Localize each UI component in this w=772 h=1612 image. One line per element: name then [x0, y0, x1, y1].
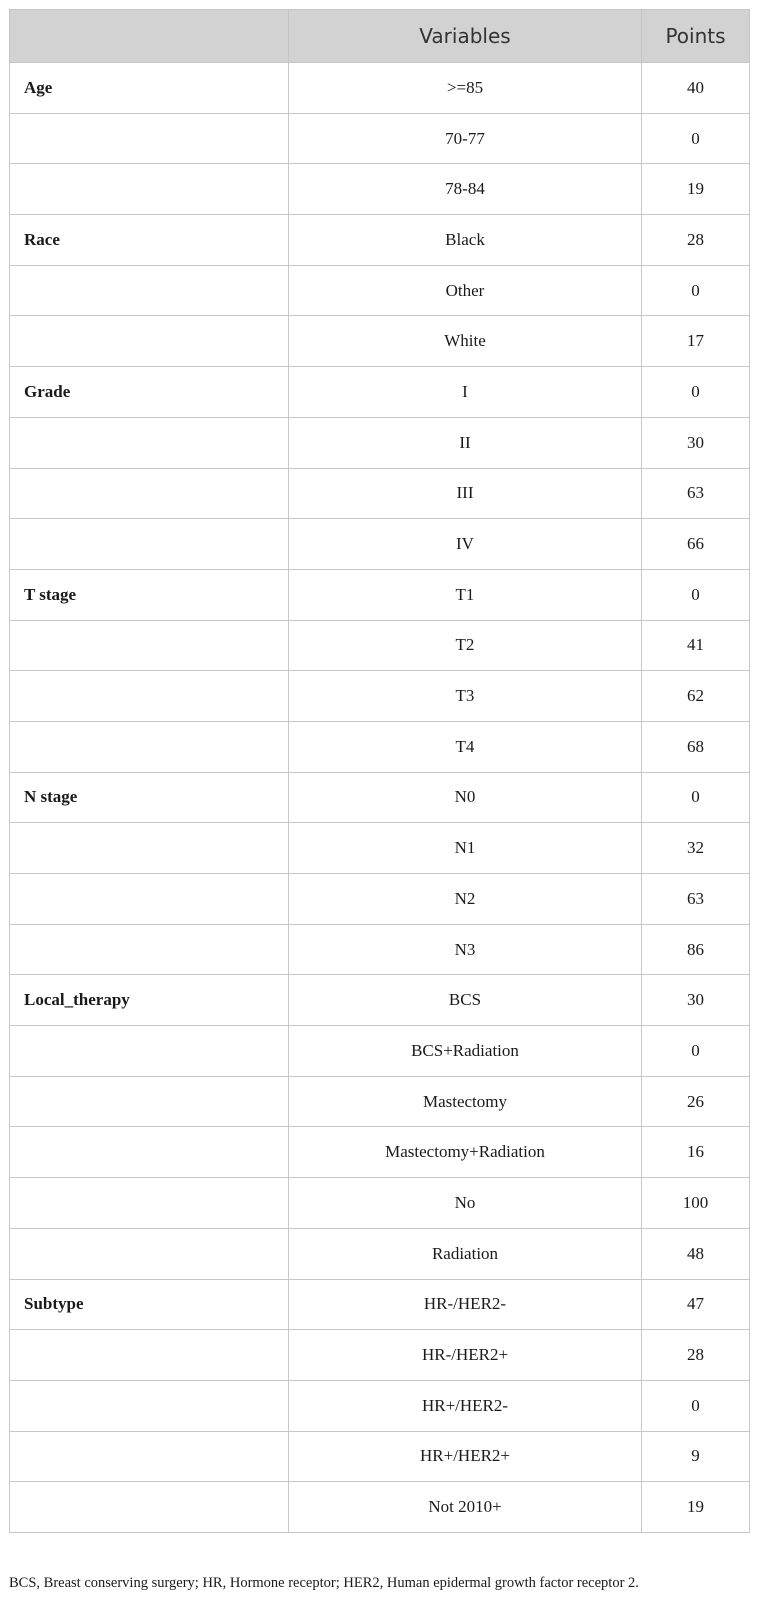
level-cell: Not 2010+ — [289, 1482, 642, 1533]
table-body — [10, 63, 750, 1533]
points-cell: 16 — [642, 1127, 750, 1178]
level-cell: Radiation — [289, 1228, 642, 1279]
variable-cell — [10, 1330, 289, 1381]
variable-cell — [10, 924, 289, 975]
level-cell: BCS+Radiation — [289, 1026, 642, 1077]
points-cell: 47 — [642, 1279, 750, 1330]
table-row — [10, 721, 750, 772]
level-cell: N0 — [289, 772, 642, 823]
table-header-row — [10, 10, 750, 63]
points-cell: 48 — [642, 1228, 750, 1279]
points-cell: 0 — [642, 1026, 750, 1077]
level-cell: Mastectomy — [289, 1076, 642, 1127]
table-row — [10, 316, 750, 367]
variable-cell: N stage — [10, 772, 289, 823]
variable-cell — [10, 1127, 289, 1178]
table-row — [10, 1482, 750, 1533]
table-row — [10, 164, 750, 215]
table-row — [10, 1178, 750, 1229]
table-row — [10, 113, 750, 164]
table-row — [10, 1380, 750, 1431]
points-cell: 0 — [642, 265, 750, 316]
points-cell: 30 — [642, 417, 750, 468]
variable-cell — [10, 265, 289, 316]
points-cell: 63 — [642, 468, 750, 519]
table-row — [10, 265, 750, 316]
variable-cell — [10, 519, 289, 570]
variable-cell — [10, 671, 289, 722]
points-cell: 0 — [642, 772, 750, 823]
points-cell: 19 — [642, 164, 750, 215]
level-cell: Mastectomy+Radiation — [289, 1127, 642, 1178]
table-row — [10, 569, 750, 620]
table-row — [10, 215, 750, 266]
variable-cell — [10, 1228, 289, 1279]
table-row — [10, 1431, 750, 1482]
level-cell: T1 — [289, 569, 642, 620]
points-cell: 62 — [642, 671, 750, 722]
points-cell: 68 — [642, 721, 750, 772]
variable-cell — [10, 1482, 289, 1533]
level-cell: N2 — [289, 874, 642, 925]
points-cell: 86 — [642, 924, 750, 975]
table-row — [10, 772, 750, 823]
level-cell: III — [289, 468, 642, 519]
variable-cell — [10, 468, 289, 519]
table-row — [10, 519, 750, 570]
variable-cell — [10, 874, 289, 925]
points-cell: 30 — [642, 975, 750, 1026]
table-row — [10, 1228, 750, 1279]
points-cell: 63 — [642, 874, 750, 925]
points-cell: 19 — [642, 1482, 750, 1533]
level-cell: 70-77 — [289, 113, 642, 164]
nomogram-points-table-container — [9, 9, 749, 1533]
table-row — [10, 367, 750, 418]
variable-cell: Grade — [10, 367, 289, 418]
table-row — [10, 1279, 750, 1330]
variable-cell: T stage — [10, 569, 289, 620]
level-cell: HR-/HER2- — [289, 1279, 642, 1330]
variable-cell: Local_therapy — [10, 975, 289, 1026]
level-cell: HR+/HER2+ — [289, 1431, 642, 1482]
table-row — [10, 63, 750, 114]
variable-cell — [10, 1380, 289, 1431]
level-cell: >=85 — [289, 63, 642, 114]
level-cell: HR+/HER2- — [289, 1380, 642, 1431]
table-row — [10, 1127, 750, 1178]
points-cell: 9 — [642, 1431, 750, 1482]
variable-cell — [10, 721, 289, 772]
table-row — [10, 671, 750, 722]
points-cell: 100 — [642, 1178, 750, 1229]
level-cell: T3 — [289, 671, 642, 722]
table-row — [10, 924, 750, 975]
level-cell: N1 — [289, 823, 642, 874]
variable-cell — [10, 164, 289, 215]
points-cell: 0 — [642, 569, 750, 620]
level-cell: BCS — [289, 975, 642, 1026]
points-cell: 0 — [642, 367, 750, 418]
level-cell: IV — [289, 519, 642, 570]
variable-cell — [10, 1431, 289, 1482]
level-cell: No — [289, 1178, 642, 1229]
level-cell: 78-84 — [289, 164, 642, 215]
level-cell: I — [289, 367, 642, 418]
points-cell: 0 — [642, 1380, 750, 1431]
variable-cell — [10, 1178, 289, 1229]
variable-cell: Subtype — [10, 1279, 289, 1330]
variable-cell: Race — [10, 215, 289, 266]
points-cell: 41 — [642, 620, 750, 671]
points-cell: 40 — [642, 63, 750, 114]
points-cell: 28 — [642, 215, 750, 266]
variable-cell — [10, 1026, 289, 1077]
nomogram-points-table — [9, 9, 750, 1533]
level-cell: T4 — [289, 721, 642, 772]
variable-cell: Age — [10, 63, 289, 114]
table-row — [10, 620, 750, 671]
level-cell: HR-/HER2+ — [289, 1330, 642, 1381]
points-cell: 32 — [642, 823, 750, 874]
table-row — [10, 417, 750, 468]
variable-cell — [10, 417, 289, 468]
table-footnote: BCS, Breast conserving surgery; HR, Hormone receptor; HER2, Human epidermal growth factor receptor 2. — [9, 1575, 639, 1591]
variable-cell — [10, 823, 289, 874]
variable-cell — [10, 620, 289, 671]
level-cell: T2 — [289, 620, 642, 671]
points-cell: 28 — [642, 1330, 750, 1381]
variable-cell — [10, 316, 289, 367]
level-cell: Black — [289, 215, 642, 266]
level-cell: II — [289, 417, 642, 468]
header-blank — [10, 10, 289, 63]
header-points: Points — [642, 10, 750, 63]
variable-cell — [10, 113, 289, 164]
variable-cell — [10, 1076, 289, 1127]
table-row — [10, 468, 750, 519]
table-row — [10, 1026, 750, 1077]
level-cell: N3 — [289, 924, 642, 975]
table-row — [10, 1076, 750, 1127]
table-row — [10, 1330, 750, 1381]
points-cell: 26 — [642, 1076, 750, 1127]
level-cell: Other — [289, 265, 642, 316]
table-row — [10, 975, 750, 1026]
table-row — [10, 823, 750, 874]
table-row — [10, 874, 750, 925]
points-cell: 17 — [642, 316, 750, 367]
level-cell: White — [289, 316, 642, 367]
header-variables: Variables — [289, 10, 642, 63]
points-cell: 66 — [642, 519, 750, 570]
points-cell: 0 — [642, 113, 750, 164]
